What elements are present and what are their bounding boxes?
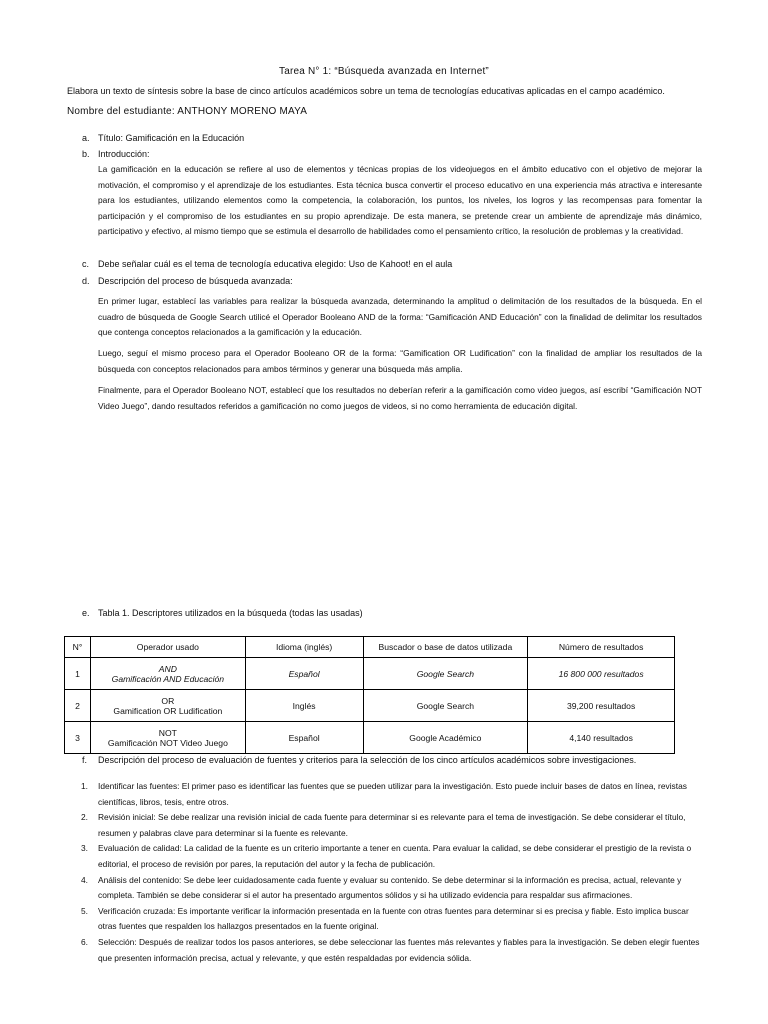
search-paragraph-1 xyxy=(98,294,702,341)
header-language: Idioma (inglés) xyxy=(245,637,363,658)
item-letter: f. xyxy=(82,755,88,765)
list-number: 1. xyxy=(81,781,88,791)
list-number: 5. xyxy=(81,905,88,916)
paragraph-text: Finalmente, para el Operador Booleano NOT, establecí que los resultados no deberían referir a la gamificación como video juegos, así escribí “Gamificación NOT Video Juego”, dando resultados referidos a gamificación no como juegos de videos, si no como herramienta de educación digital. xyxy=(98,385,702,411)
list-number: 6. xyxy=(81,936,88,947)
list-item xyxy=(81,904,704,935)
paragraph-text: Luego, seguí el mismo proceso para el Operador Booleano OR de la forma: “Gamification OR Ludification” con la finalidad de ampliar los resultados de la búsqueda con conceptos relacionados para ambos términos y generar una búsqueda más amplia. xyxy=(98,348,702,374)
list-item xyxy=(81,810,704,841)
cell-number: 2 xyxy=(65,690,91,722)
list-text: Análisis del contenido: Se debe leer cuidadosamente cada fuente y evaluar su contenido. Se debe determinar si la información es precisa, actual, relevante y completa. También se debe considerar si el autor ha presentado argumentos sólidos y si ha utilizado evidencia para respaldar sus afirmaciones. xyxy=(98,874,682,901)
list-text: Revisión inicial: Se debe realizar una revisión inicial de cada fuente para determinar si es relevante para el tema de investigación. Se debe considerar el título, resumen y palabras clave para determinar si la fuente es relevante. xyxy=(98,812,686,838)
list-number: 4. xyxy=(81,874,88,885)
item-text: Tabla 1. Descriptores utilizados en la búsqueda (todas las usadas) xyxy=(98,608,363,618)
introduction-paragraph xyxy=(98,162,702,240)
list-item xyxy=(81,841,704,872)
header-results: Número de resultados xyxy=(528,637,675,658)
descriptors-table xyxy=(64,636,675,754)
search-paragraph-2 xyxy=(98,346,702,377)
item-e xyxy=(82,608,722,618)
document-title: Tarea N° 1: “Búsqueda avanzada en Internet” xyxy=(279,66,489,77)
item-letter: c. xyxy=(82,259,90,269)
item-letter: d. xyxy=(82,276,90,286)
table-row xyxy=(65,690,675,722)
item-text: Introducción: xyxy=(98,149,150,159)
cell-operator xyxy=(90,658,245,690)
cell-language: Inglés xyxy=(245,690,363,722)
list-item xyxy=(81,935,704,966)
item-text: Descripción del proceso de evaluación de fuentes y criterios para la selección de los cinco artículos académicos sobre investigaciones. xyxy=(98,755,637,765)
item-text: Título: Gamificación en la Educación xyxy=(98,133,245,143)
list-text: Selección: Después de realizar todos los pasos anteriores, se debe seleccionar las fuentes más relevantes y fiables para la investigación. Se deben elegir fuentes que presenten información precisa, actual y relevante, y que estén respaldadas por evidencia sólida. xyxy=(98,936,700,963)
cell-operator xyxy=(90,722,245,754)
operator-name: AND xyxy=(158,663,177,674)
search-paragraph-3 xyxy=(98,383,702,414)
paragraph-text: En primer lugar, establecí las variables para realizar la búsqueda avanzada, determinando la amplitud o delimitación de los resultados de la búsqueda. En el cuadro de búsqueda de Google Search utilicé el Operador Booleano AND de la forma: “Gamificación AND Educación” con la finalidad de delimitar los resultados que contenga conceptos relacionados a la gamificación y la educación. xyxy=(98,296,702,338)
item-text: Descripción del proceso de búsqueda avanzada: xyxy=(98,276,293,286)
header-search-engine: Buscador o base de datos utilizada xyxy=(363,637,528,658)
list-text: Verificación cruzada: Es importante verificar la información presentada en la fuente con otras fuentes para determinar si es precisa y fiable. Esto implica buscar otras fuentes que respalden los hallazgos presentados en la fuente original. xyxy=(98,905,689,932)
cell-results: 4,140 resultados xyxy=(528,722,675,754)
cell-results: 16 800 000 resultados xyxy=(528,658,675,690)
assignment-instructions: Elabora un texto de síntesis sobre la base de cinco artículos académicos sobre un tema de tecnologías educativas aplicadas en el campo académico. xyxy=(67,86,665,96)
cell-language: Español xyxy=(245,722,363,754)
item-b xyxy=(82,149,722,159)
table-row xyxy=(65,658,675,690)
list-item xyxy=(81,873,704,904)
list-number: 2. xyxy=(81,812,88,823)
header-number: N° xyxy=(65,637,91,658)
cell-search-engine: Google Académico xyxy=(363,722,528,754)
paragraph-text: La gamificación en la educación se refiere al uso de elementos y técnicas propias de los videojuegos en el ámbito educativo con el objetivo de mejorar la motivación, el compromiso y el aprendizaje de los estudiantes. Esta técnica busca convertir el proceso educativo en una experiencia más atractiva e interesante para los estudiantes, utilizando elementos como la competencia, la colaboración, los puntos, los niveles, los logros y las recompensas para fomentar la participación y el compromiso de los estudiantes en su propio aprendizaje. De esta manera, se pretende crear un ambiente de aprendizaje más dinámico, participativo y efectivo, al mismo tiempo que se estimula el desarrollo de habilidades como el pensamiento crítico, la resolución de problemas y la creatividad. xyxy=(98,164,702,237)
operator-query: Gamification OR Ludification xyxy=(113,705,223,716)
header-operator: Operador usado xyxy=(90,637,245,658)
item-f xyxy=(82,755,722,765)
cell-search-engine: Google Search xyxy=(363,690,528,722)
item-a xyxy=(82,133,722,143)
cell-number: 1 xyxy=(65,658,91,690)
item-d xyxy=(82,276,722,286)
list-number: 3. xyxy=(81,843,88,854)
table-header-row xyxy=(65,637,675,658)
list-item xyxy=(81,779,704,810)
operator-name: NOT xyxy=(158,727,177,738)
list-text: Identificar las fuentes: El primer paso es identificar las fuentes que se pueden utilizar para la investigación. Esto puede incluir bases de datos en línea, revistas científicas, libros, tesis, entre otros. xyxy=(98,781,687,807)
cell-number: 3 xyxy=(65,722,91,754)
item-c xyxy=(82,259,722,269)
item-letter: a. xyxy=(82,133,90,143)
operator-query: Gamificación NOT Video Juego xyxy=(107,737,228,748)
student-name: Nombre del estudiante: ANTHONY MORENO MAYA xyxy=(67,106,308,117)
item-letter: e. xyxy=(82,608,90,618)
list-text: Evaluación de calidad: La calidad de la fuente es un criterio importante a tener en cuenta. Para evaluar la calidad, se debe considerar el prestigio de la revista o editorial, el proceso de revisión por pares, la reputación del autor y la fecha de publicación. xyxy=(98,843,692,869)
table-row xyxy=(65,722,675,754)
cell-language: Español xyxy=(245,658,363,690)
criteria-list xyxy=(81,779,704,966)
operator-query: Gamificación AND Educación xyxy=(111,673,225,684)
cell-search-engine: Google Search xyxy=(363,658,528,690)
cell-operator xyxy=(90,690,245,722)
operator-name: OR xyxy=(161,695,175,706)
item-letter: b. xyxy=(82,149,90,159)
cell-results: 39,200 resultados xyxy=(528,690,675,722)
item-text: Debe señalar cuál es el tema de tecnología educativa elegido: Uso de Kahoot! en el aula xyxy=(98,259,453,269)
